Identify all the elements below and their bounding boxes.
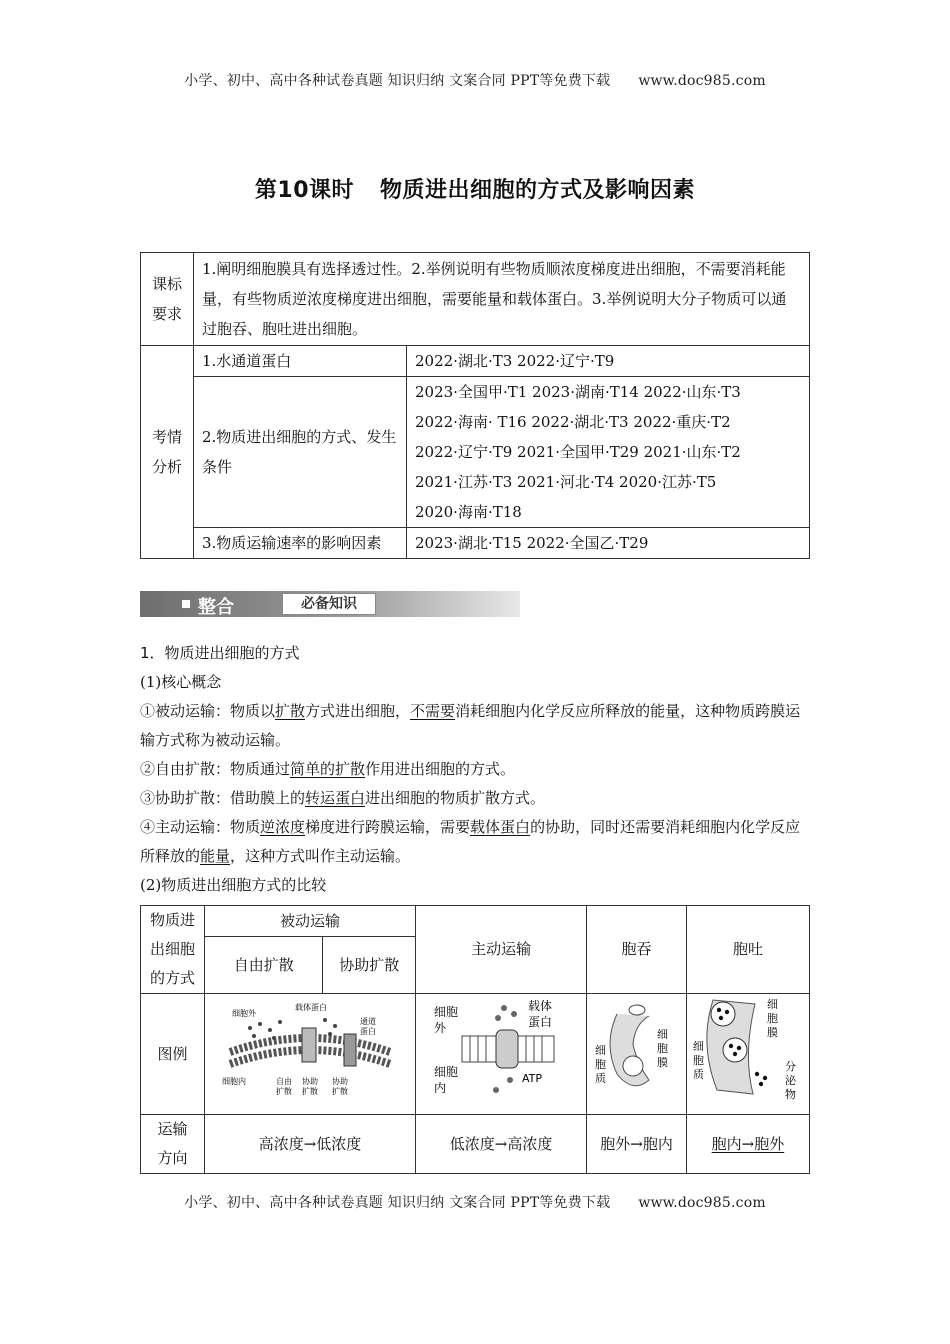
exocytosis-diagram (693, 994, 803, 1104)
paragraph-facilitated (140, 784, 812, 813)
paragraph-passive (140, 697, 812, 755)
topic-cell: 1.水通道蛋白 (194, 346, 407, 377)
fig-label: 扩散 (275, 1087, 292, 1096)
fig-label: 载体蛋白 (294, 1003, 327, 1012)
text-span: 的协助，同时还需要消耗细胞内化学反应所释放的 (140, 818, 801, 865)
fig-label: 外 (434, 1021, 447, 1035)
paragraph-active (140, 813, 812, 871)
fig-label: 物 (784, 1088, 796, 1101)
fig-label: 细 (692, 1040, 704, 1053)
active-transport-diagram (426, 994, 576, 1104)
table-row (141, 346, 810, 377)
vesicle-shape (711, 1002, 735, 1026)
refs-cell (407, 377, 810, 528)
direction-cell: 低浓度→高浓度 (416, 1115, 587, 1174)
fig-label: 胞 (656, 1042, 668, 1055)
analysis-label (141, 346, 194, 559)
figure-label: 图例 (141, 994, 205, 1115)
text-span: 进出细胞的物质扩散方式。 (365, 789, 546, 807)
header-cell: 主动运输 (416, 906, 587, 994)
fig-label: 质 (594, 1072, 606, 1085)
lesson-number: 第10课时 (254, 178, 355, 203)
vesicle-shape (723, 1038, 747, 1062)
section-title: 整合 (198, 597, 234, 618)
label-line: 分析 (151, 458, 182, 476)
header-cell: 自由扩散 (204, 937, 322, 994)
figure-passive (204, 994, 415, 1115)
fig-label: 膜 (656, 1056, 668, 1069)
direction-cell (686, 1115, 809, 1174)
fig-label: 细 (594, 1044, 606, 1057)
text-span: 消耗细胞内化学反应所释放的能量，这种物质跨膜运输方式称为被动运输。 (140, 702, 801, 749)
fig-label: 通道 (359, 1017, 376, 1026)
channel-protein-shape (344, 1034, 356, 1066)
fig-label: 胞 (692, 1054, 704, 1067)
fig-label: 细胞 (434, 1005, 459, 1019)
direction-cell: 高浓度→低浓度 (204, 1115, 415, 1174)
text-span: ③协助扩散：借助膜上的 (140, 789, 306, 807)
direction-label (141, 1115, 205, 1174)
fig-label: 扩散 (301, 1087, 318, 1096)
figure-endocytosis (587, 994, 687, 1115)
content-subheading: (2)物质进出细胞方式的比较 (140, 876, 327, 894)
header-cell: 胞吞 (587, 906, 687, 994)
fig-label: 自由 (275, 1077, 292, 1086)
fig-label: 载体 (528, 999, 553, 1013)
label-line: 方向 (157, 1149, 188, 1167)
label-line: 的方式 (149, 969, 195, 987)
fig-label: 分 (784, 1060, 796, 1073)
ref-line: 2020·海南·T18 (415, 503, 522, 521)
answer-blank: 不需要 (410, 702, 456, 720)
table-row (141, 994, 810, 1115)
ref-line: 2022·辽宁·T9 2021·全国甲·T29 2021·山东·T2 (415, 443, 741, 461)
ref-line: 2023·全国甲·T1 2023·湖南·T14 2022·山东·T3 (415, 383, 741, 401)
answer-blank: 简单的扩散 (290, 760, 366, 778)
fig-label: 胞 (594, 1058, 606, 1071)
table-row (141, 906, 810, 937)
label-line: 物质进 (149, 911, 195, 929)
fig-label: 扩散 (331, 1087, 348, 1096)
lesson-topic: 物质进出细胞的方式及影响因素 (380, 178, 696, 203)
fig-label: 质 (692, 1068, 704, 1081)
label-line: 课标 (151, 275, 182, 293)
text-span: ，这种方式叫作主动运输。 (230, 847, 411, 865)
answer-blank: 扩散 (275, 702, 306, 720)
footer-banner (0, 1192, 950, 1212)
answer-blank: 载体蛋白 (470, 818, 531, 836)
label-line: 考情 (151, 428, 182, 446)
content-body (140, 639, 812, 900)
passive-transport-diagram (210, 994, 410, 1104)
requirement-label (141, 253, 194, 346)
header-banner (0, 70, 950, 90)
refs-cell (407, 528, 810, 559)
content-heading: 1．物质进出细胞的方式 (140, 644, 300, 662)
requirements-table (140, 252, 810, 559)
header-cell: 胞吐 (686, 906, 809, 994)
table-row (141, 377, 810, 528)
fig-label: 细 (656, 1028, 668, 1041)
figure-exocytosis (686, 994, 809, 1115)
table-row (141, 528, 810, 559)
header-cell: 协助扩散 (323, 937, 416, 994)
text-span: ④主动运输：物质 (140, 818, 261, 836)
ref-line: 2023·湖北·T15 2022·全国乙·T29 (415, 534, 649, 552)
paragraph-free (140, 755, 812, 784)
topic-cell: 2.物质进出细胞的方式、发生条件 (194, 377, 407, 528)
comparison-table (140, 905, 810, 1174)
banner-url[interactable]: www.doc985.com (638, 1195, 766, 1211)
answer-blank: 能量 (200, 847, 231, 865)
table-row (141, 1115, 810, 1174)
answer-blank: 转运蛋白 (305, 789, 366, 807)
banner-text: 小学、初中、高中各种试卷真题 知识归纳 文案合同 PPT等免费下载 (184, 73, 611, 89)
section-header (140, 591, 520, 617)
fig-label: 细胞外 (231, 1009, 256, 1018)
requirement-text: 1.阐明细胞膜具有选择透过性。2.举例说明有些物质顺浓度梯度进出细胞，不需要消耗能量，有些物质逆浓度梯度进出细胞，需要能量和载体蛋白。3.举例说明大分子物质可以通过胞吞、胞吐进出细胞。 (194, 253, 810, 346)
header-cell (141, 906, 205, 994)
table-row (141, 253, 810, 346)
content-subheading: (1)核心概念 (140, 673, 222, 691)
fig-label: 胞 (766, 1012, 778, 1025)
figure-active (416, 994, 587, 1115)
text-span: 作用进出细胞的方式。 (365, 760, 516, 778)
fig-label: ATP (522, 1072, 543, 1085)
fig-label: 细胞 (434, 1065, 459, 1079)
endocytosis-diagram (593, 994, 681, 1104)
refs-cell (407, 346, 810, 377)
carrier-protein-shape (302, 1028, 316, 1062)
label-line: 出细胞 (149, 940, 195, 958)
text-span: 方式进出细胞， (305, 702, 411, 720)
fig-label: 泌 (784, 1074, 796, 1087)
banner-url[interactable]: www.doc985.com (638, 73, 766, 89)
ref-line: 2022·湖北·T3 2022·辽宁·T9 (415, 352, 615, 370)
section-tag: 必备知识 (282, 593, 376, 615)
label-line: 要求 (151, 305, 182, 323)
square-bullet-icon (182, 600, 190, 608)
label-line: 运输 (157, 1120, 188, 1138)
particle-shape (629, 1005, 645, 1015)
carrier-protein-shape (496, 1030, 518, 1068)
fig-label: 蛋白 (528, 1015, 553, 1029)
banner-text: 小学、初中、高中各种试卷真题 知识归纳 文案合同 PPT等免费下载 (184, 1195, 611, 1211)
topic-cell: 3.物质运输速率的影响因素 (194, 528, 407, 559)
fig-label: 细胞内 (221, 1077, 246, 1086)
text-span: ②自由扩散：物质通过 (140, 760, 291, 778)
fig-label: 协助 (331, 1077, 348, 1086)
text-span: ①被动运输：物质以 (140, 702, 276, 720)
ref-line: 2022·海南· T16 2022·湖北·T3 2022·重庆·T2 (415, 413, 731, 431)
vesicle-shape (623, 1056, 643, 1076)
text-span: 梯度进行跨膜运输，需要 (305, 818, 471, 836)
answer-blank: 胞内→胞外 (711, 1134, 785, 1153)
ref-line: 2021·江苏·T3 2021·河北·T4 2020·江苏·T5 (415, 473, 717, 491)
fig-label: 内 (434, 1081, 447, 1095)
fig-label: 细 (766, 998, 778, 1011)
direction-cell: 胞外→胞内 (587, 1115, 687, 1174)
header-cell: 被动运输 (204, 906, 415, 937)
fig-label: 膜 (766, 1026, 778, 1039)
page-title (0, 173, 950, 204)
fig-label: 蛋白 (359, 1027, 376, 1036)
fig-label: 协助 (301, 1077, 318, 1086)
answer-blank: 逆浓度 (260, 818, 306, 836)
